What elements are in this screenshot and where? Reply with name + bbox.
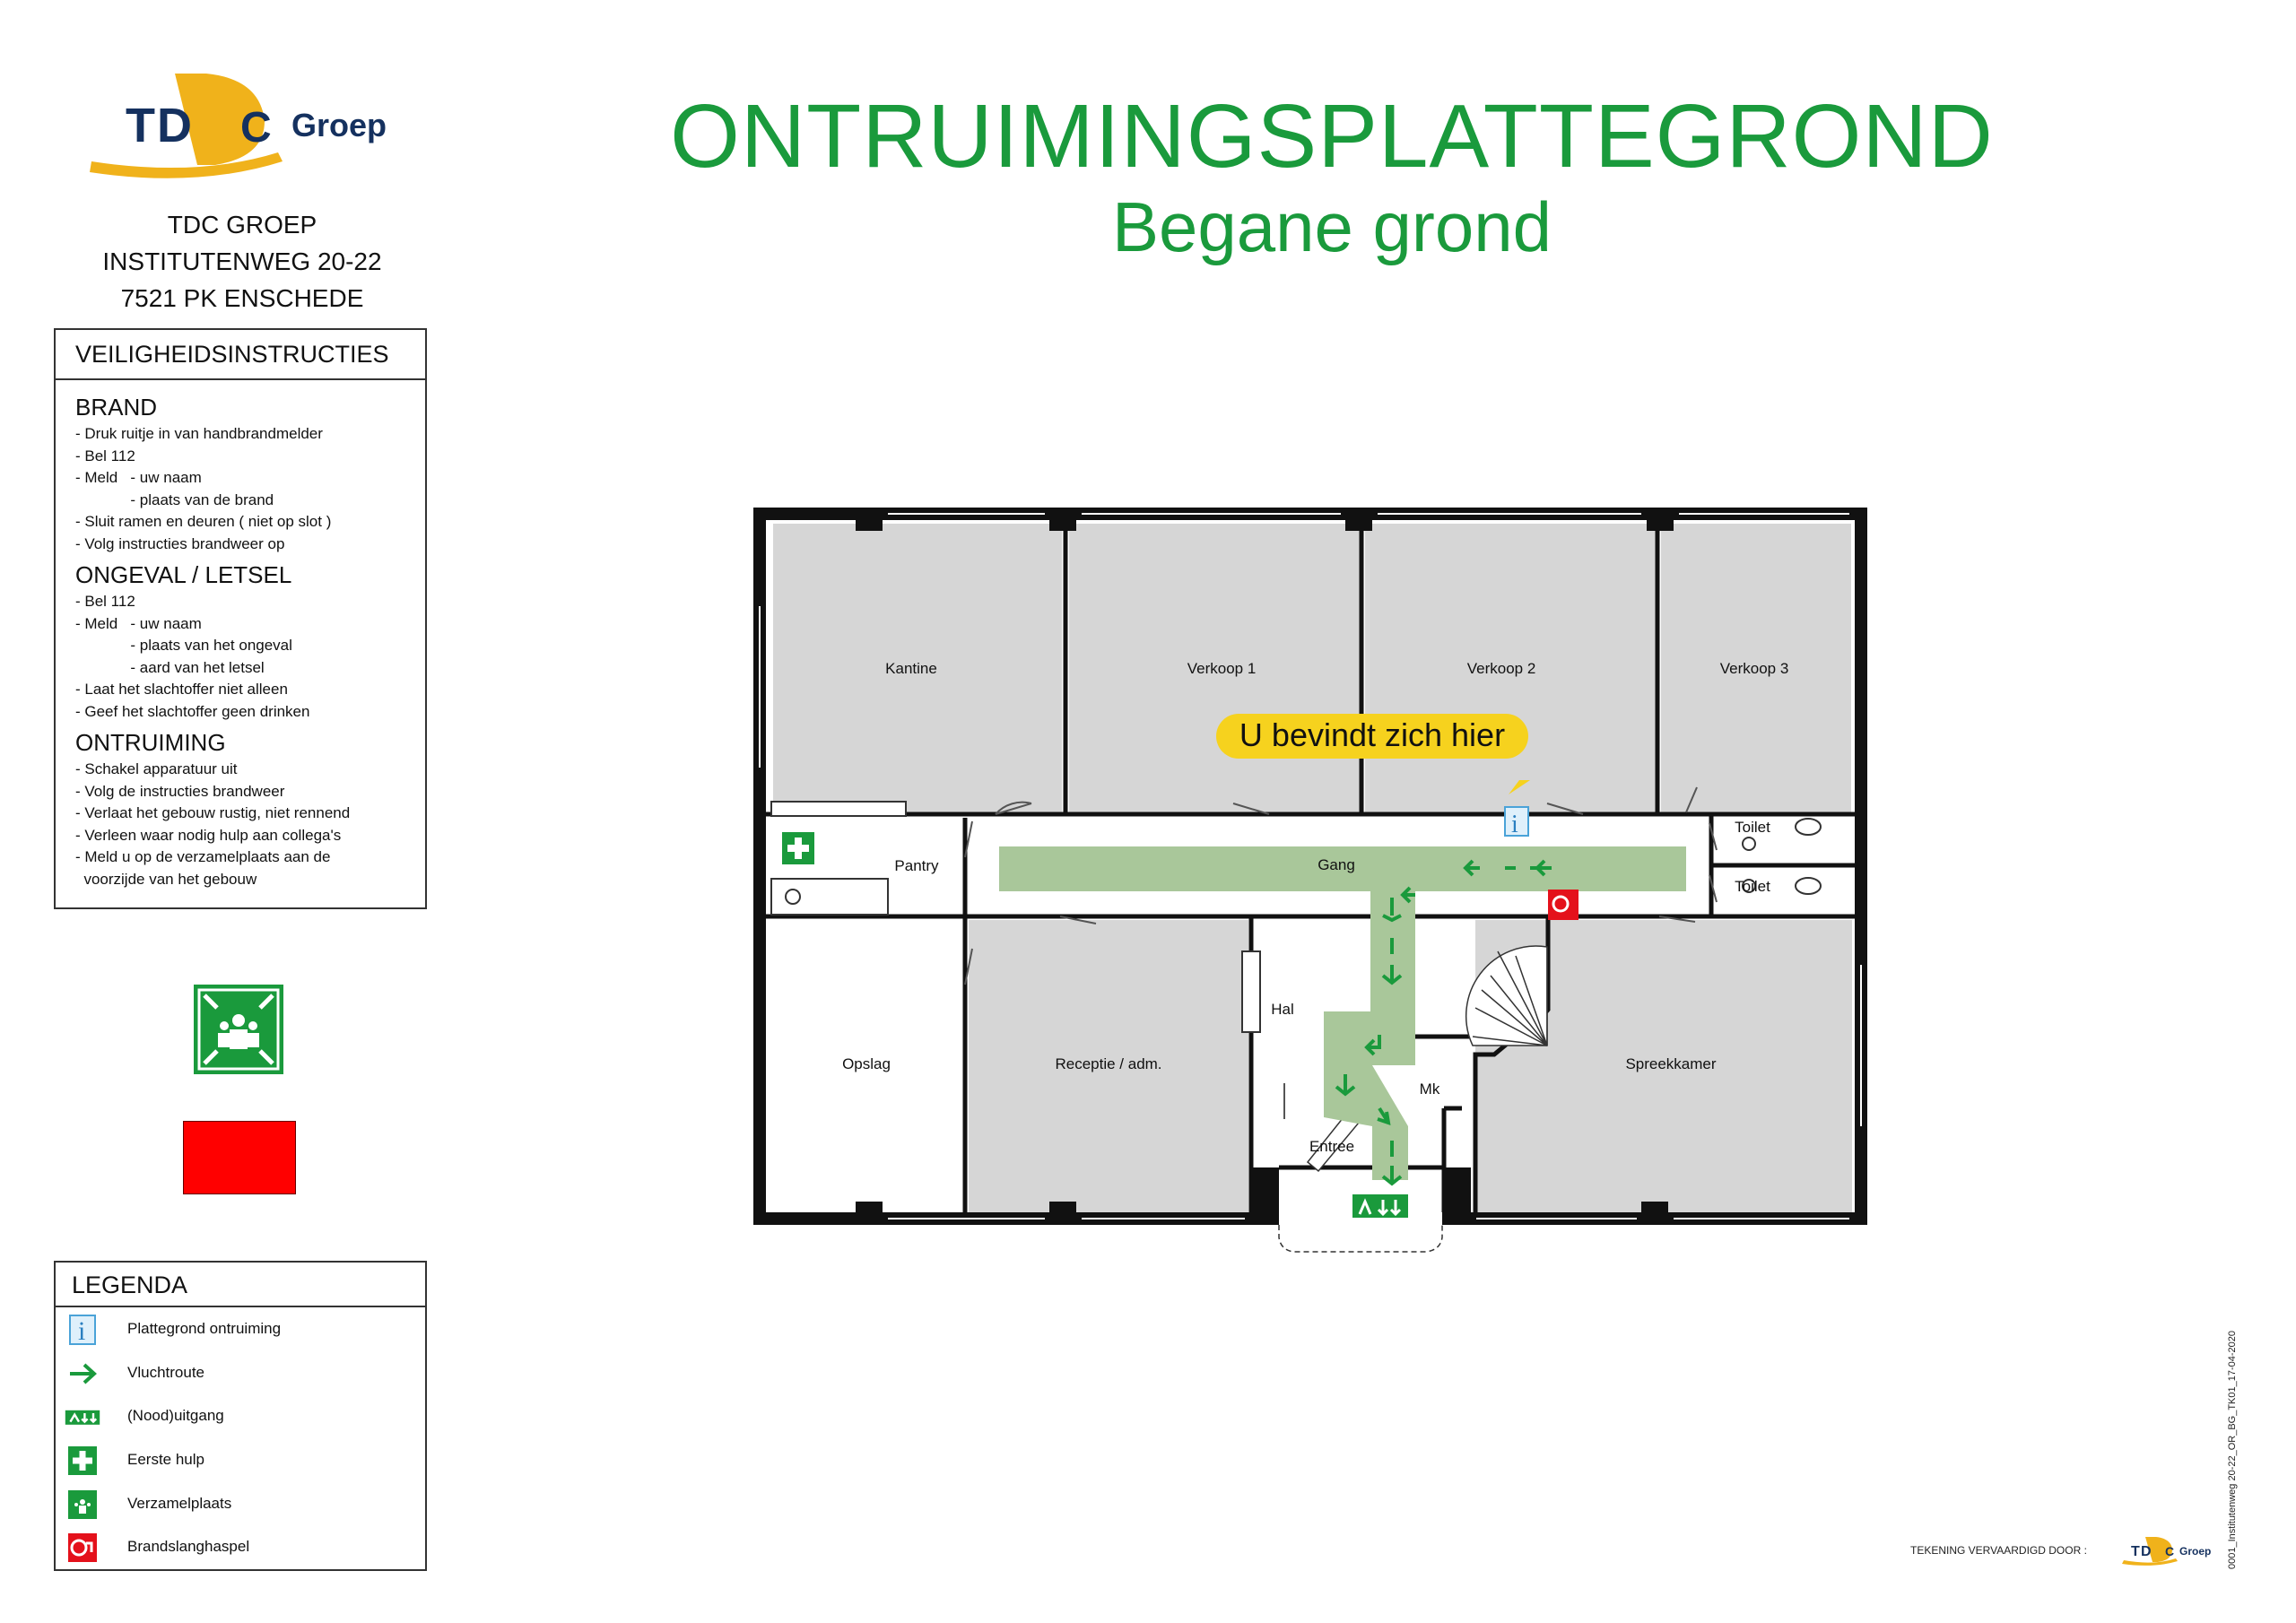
instruction-line: - Geef het slachtoffer geen drinken [75, 702, 310, 720]
label-gang: Gang [1318, 856, 1355, 873]
legend-label: Verzamelplaats [127, 1494, 232, 1512]
legend-label: Plattegrond ontruiming [127, 1320, 282, 1337]
pantry-counter [771, 802, 906, 816]
entrance-canopy [1279, 1225, 1442, 1252]
emergency-exit-icon [65, 1402, 100, 1432]
you-are-here-label: U bevindt zich hier [1239, 716, 1506, 753]
fire-hose-icon [1548, 890, 1578, 920]
legend-heading: LEGENDA [56, 1263, 425, 1307]
instruction-line: - Meld u op de verzamelplaats aan de [75, 848, 331, 865]
assembly-point-icon [65, 1489, 100, 1520]
arrow-right-icon [65, 1358, 100, 1389]
instruction-line: - Volg instructies brandweer op [75, 534, 285, 552]
legend-item [56, 1394, 425, 1438]
instruction-line: - plaats van de brand [75, 490, 274, 508]
credit-line [1910, 1544, 2087, 1557]
label-receptie: Receptie / adm. [1055, 1055, 1162, 1072]
instruction-line: - Verlaat het gebouw rustig, niet rennend [75, 804, 351, 821]
svg-text:T: T [126, 99, 155, 152]
instruction-line: - Meld - uw naam [75, 614, 202, 632]
emergency-exit-sign [1352, 1194, 1408, 1218]
instruction-line: - Volg de instructies brandweer [75, 782, 285, 800]
floor-plan [744, 499, 1874, 1270]
legend-item [56, 1307, 425, 1351]
legend-label: Brandslanghaspel [127, 1538, 250, 1556]
assembly-point-icon [194, 985, 283, 1074]
label-mk: Mk [1419, 1081, 1440, 1098]
instruction-line: - Laat het slachtoffer niet alleen [75, 681, 288, 698]
instruction-line: - Bel 112 [75, 593, 135, 610]
section-title-ongeval: ONGEVAL / LETSEL [75, 561, 292, 588]
address-block [54, 206, 430, 317]
svg-text:T: T [2131, 1544, 2140, 1559]
instruction-line: - Schakel apparatuur uit [75, 760, 238, 777]
svg-text:C: C [2165, 1544, 2175, 1558]
legend-panel [54, 1261, 427, 1571]
credit-text: TEKENING VERVAARDIGD DOOR : [1910, 1544, 2087, 1557]
route-to-exit [1324, 1065, 1408, 1180]
svg-text:C: C [240, 104, 272, 152]
label-hal: Hal [1271, 1001, 1294, 1018]
legend-label: Vluchtroute [127, 1363, 204, 1381]
page-subtitle: Begane grond [1111, 187, 1552, 266]
legend-label: Eerste hulp [127, 1451, 204, 1469]
section-title-brand: BRAND [75, 394, 158, 421]
label-pantry: Pantry [894, 857, 939, 874]
label-verkoop-3: Verkoop 3 [1719, 660, 1789, 677]
svg-text:i: i [1511, 811, 1518, 838]
info-icon [65, 1315, 100, 1345]
legend-item [56, 1351, 425, 1395]
svg-text:i: i [78, 1316, 86, 1345]
label-spreekkamer: Spreekkamer [1625, 1055, 1717, 1072]
first-aid-icon [65, 1445, 100, 1476]
instruction-line: - Bel 112 [75, 447, 135, 464]
route-bend [1324, 1011, 1415, 1065]
legend-item [56, 1525, 425, 1569]
file-code-text: 0001_Institutenweg 20-22_OR_BG_TK01_17-04-2020 [2227, 1330, 2238, 1569]
instruction-line: - Druk ruitje in van handbrandmelder [75, 425, 323, 442]
instruction-line: - Sluit ramen en deuren ( niet op slot ) [75, 513, 332, 530]
credit-logo [2122, 1535, 2221, 1566]
file-code [2215, 1282, 2242, 1578]
address-street: INSTITUTENWEG 20-22 [102, 247, 382, 275]
info-icon [1505, 807, 1528, 838]
red-marker-block [183, 1121, 296, 1194]
legend-item [56, 1482, 425, 1526]
hal-wall-panel [1242, 951, 1260, 1032]
svg-text:D: D [2141, 1544, 2152, 1559]
instruction-line: - Meld - uw naam [75, 469, 202, 486]
legend-item [56, 1438, 425, 1482]
label-toilet-1: Toilet [1735, 819, 1770, 836]
instruction-line: - plaats van het ongeval [75, 637, 292, 654]
svg-text:D: D [157, 99, 192, 152]
instruction-line: voorzijde van het gebouw [75, 870, 257, 888]
label-verkoop-1: Verkoop 1 [1187, 660, 1257, 677]
instruction-line: - Verleen waar nodig hulp aan collega's [75, 826, 342, 844]
label-kantine: Kantine [885, 660, 937, 677]
fire-hose-icon [65, 1532, 100, 1563]
address-city: 7521 PK ENSCHEDE [120, 284, 364, 312]
label-toilet-2: Toilet [1735, 878, 1770, 895]
address-company: TDC GROEP [167, 211, 317, 239]
svg-text:Groep: Groep [2179, 1545, 2212, 1558]
svg-text:Groep: Groep [291, 107, 387, 143]
page-title: ONTRUIMINGSPLATTEGROND [670, 86, 1994, 187]
label-verkoop-2: Verkoop 2 [1466, 660, 1536, 677]
label-entree: Entree [1309, 1138, 1355, 1155]
instruction-line: - aard van het letsel [75, 658, 265, 676]
safety-heading: VEILIGHEIDSINSTRUCTIES [56, 330, 425, 380]
first-aid-icon [782, 832, 814, 864]
safety-instructions-panel [54, 328, 427, 909]
label-opslag: Opslag [842, 1055, 891, 1072]
legend-label: (Nood)uitgang [127, 1407, 224, 1425]
tdc-groep-logo [90, 72, 395, 179]
section-title-ontruiming: ONTRUIMING [75, 729, 226, 756]
